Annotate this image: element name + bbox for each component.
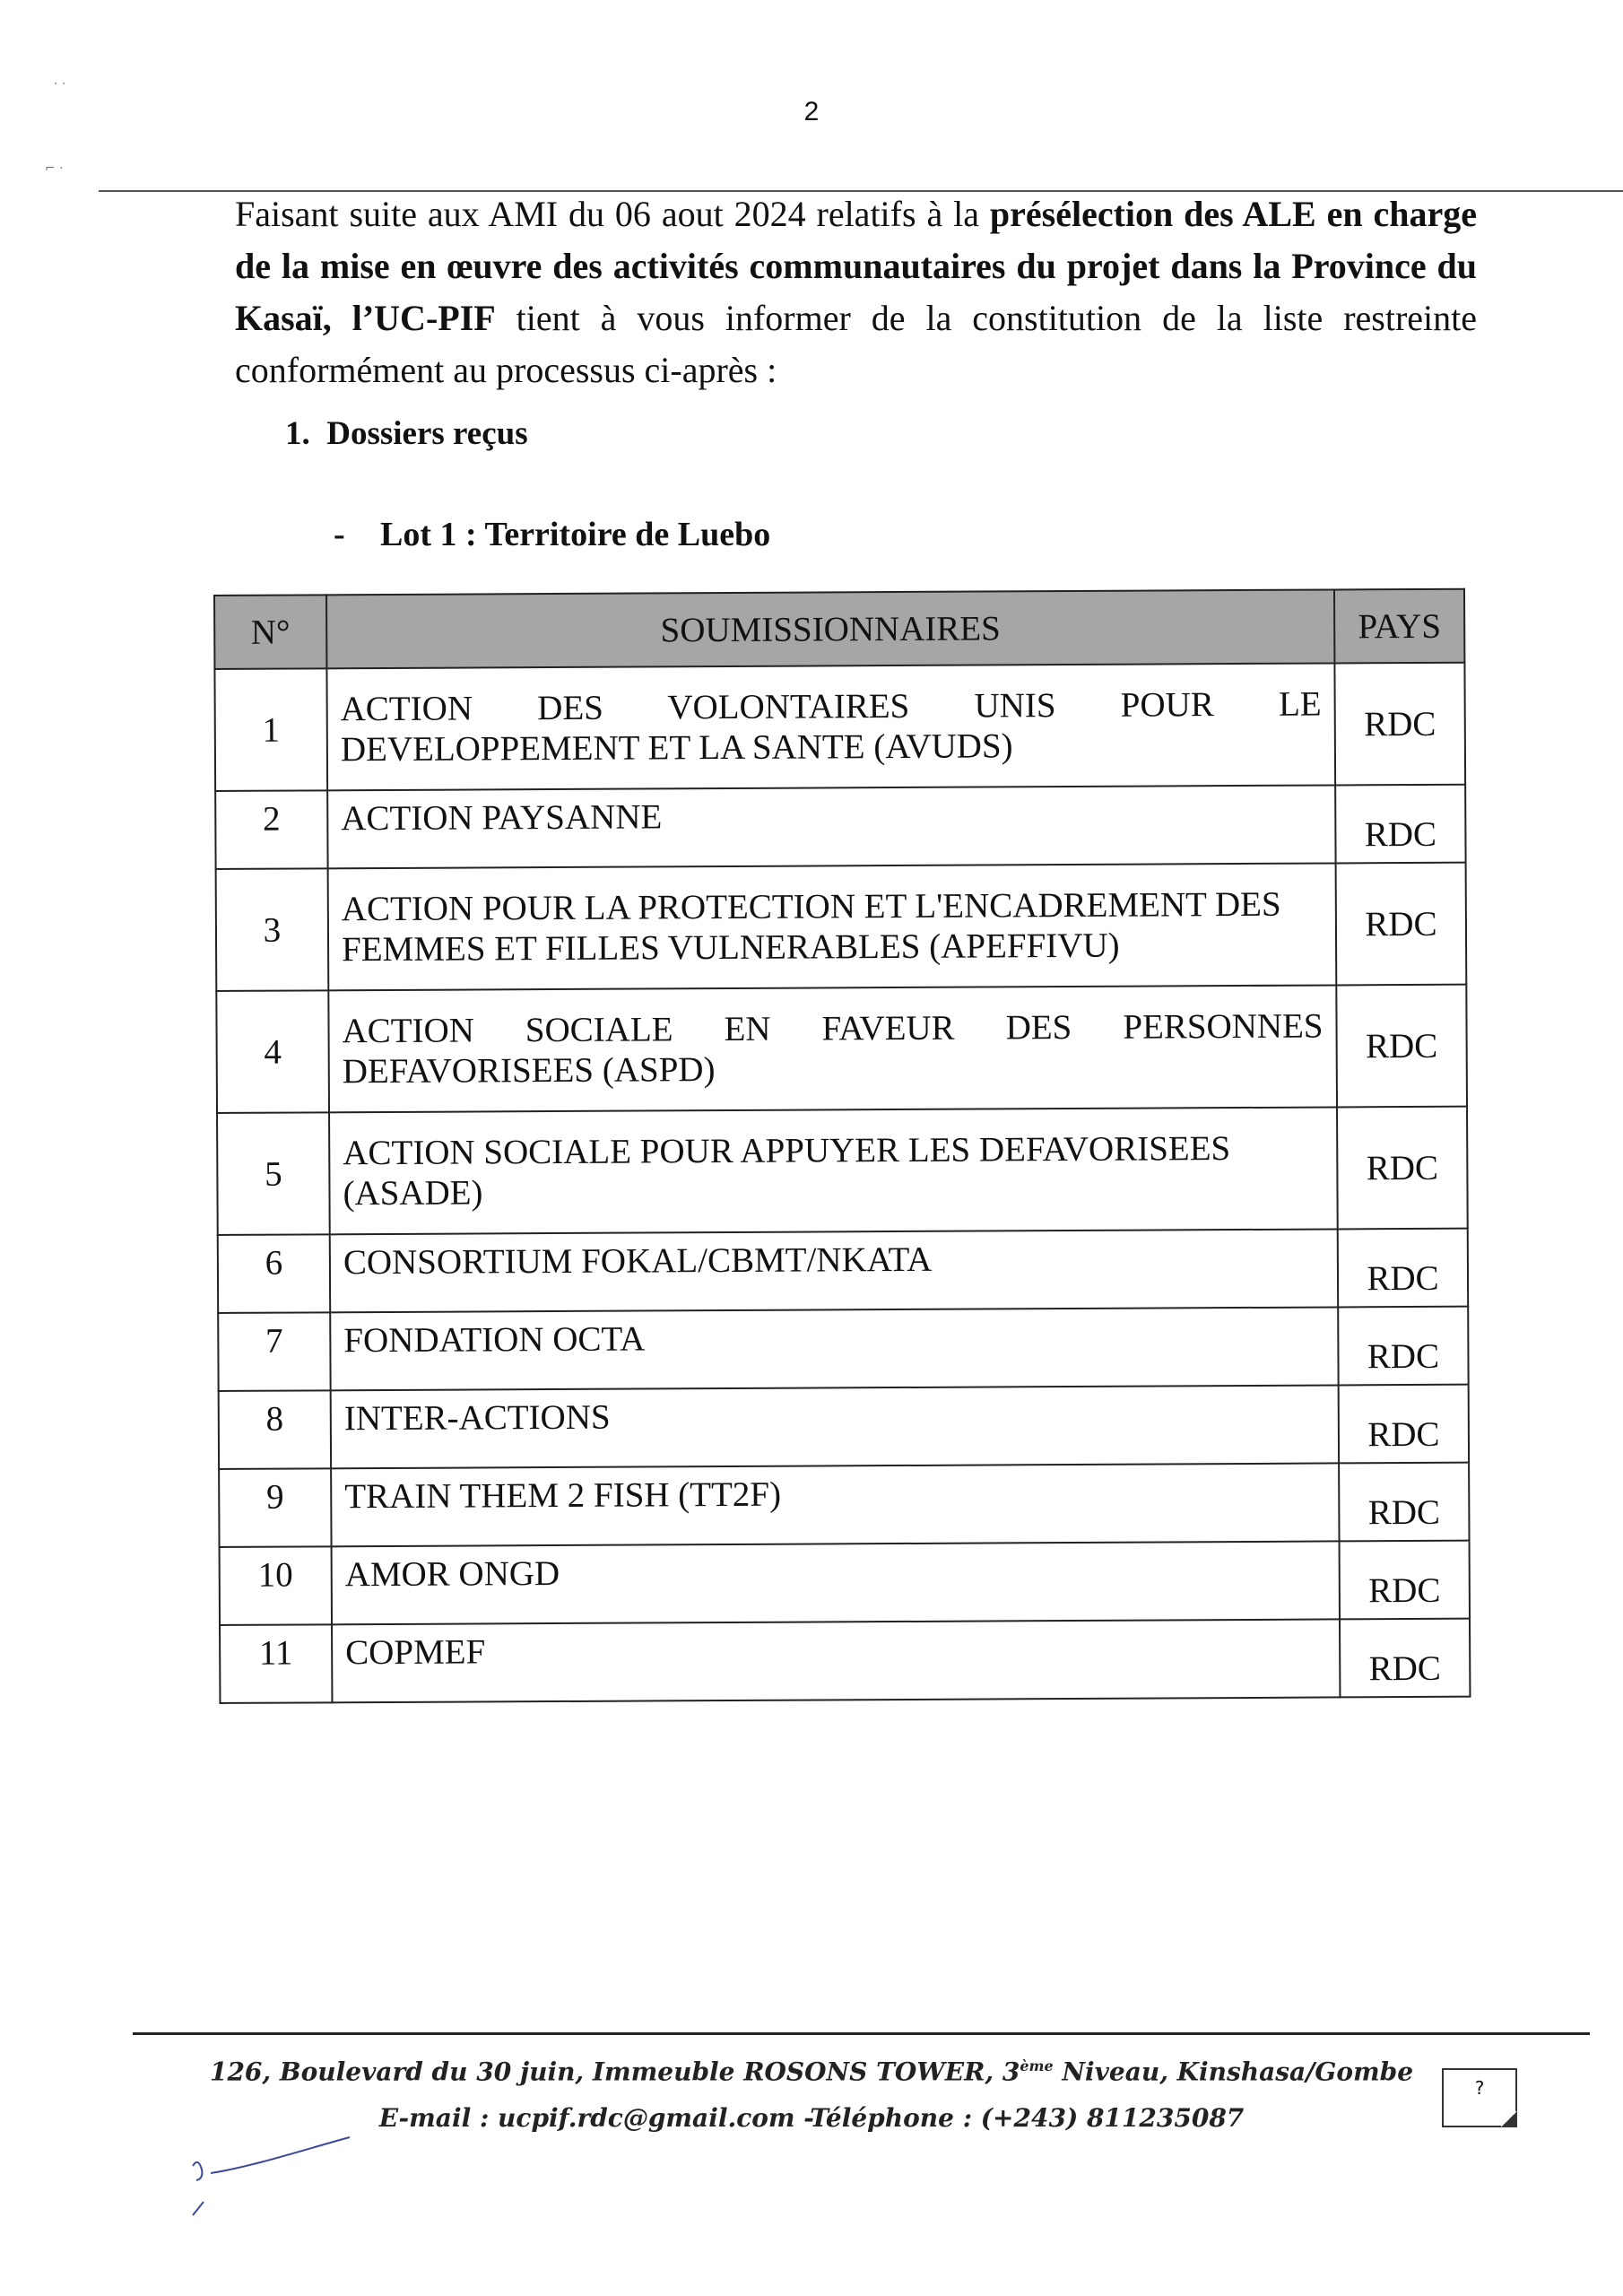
row-bidder-name: ACTION POUR LA PROTECTION ET L'ENCADREMENT DES FEMMES ET FILLES VULNERABLES (APEFFIVU) [328, 863, 1337, 990]
row-country: RDC [1339, 1463, 1469, 1542]
row-country: RDC [1340, 1619, 1470, 1698]
lot-heading [334, 515, 770, 554]
row-country: RDC [1339, 1385, 1469, 1464]
page-stamp [1442, 2068, 1517, 2127]
row-country: RDC [1338, 1229, 1468, 1308]
row-bidder-name: ACTION DES VOLONTAIRES UNIS POUR LE DEVELOPPEMENT ET LA SANTE (AVUDS) [326, 663, 1335, 790]
table-row [216, 985, 1467, 1113]
row-bidder-name: TRAIN THEM 2 FISH (TT2F) [331, 1463, 1339, 1546]
page-number: 2 [803, 97, 820, 126]
row-number: 8 [219, 1390, 331, 1469]
lot-bullet: - [334, 516, 345, 553]
row-country: RDC [1336, 863, 1467, 986]
page-stamp-text: ? [1474, 2077, 1485, 2099]
row-number: 4 [216, 990, 329, 1113]
row-number: 2 [215, 790, 327, 869]
footer-address-sup: ème [1020, 2057, 1054, 2074]
table-row [220, 1619, 1470, 1703]
row-country: RDC [1338, 1307, 1468, 1386]
intro-bold-text: présélection des ALE en charge de la mise en œuvre des activités communautaires du projet dans la Province du Kasaï, l’UC-PIF [235, 194, 1477, 338]
table-row [219, 1385, 1469, 1469]
row-bidder-name: CONSORTIUM FOKAL/CBMT/NKATA [330, 1229, 1338, 1312]
footer-address [0, 2043, 1623, 2095]
scan-corner-mark: · · [54, 77, 66, 91]
intro-paragraph [235, 188, 1477, 396]
row-number: 9 [219, 1468, 331, 1547]
lot-title: Lot 1 : Territoire de Luebo [380, 516, 771, 553]
row-bidder-name: ACTION SOCIALE EN FAVEUR DES PERSONNES DEFAVORISEES (ASPD) [328, 985, 1337, 1112]
row-bidder-name: ACTION SOCIALE POUR APPUYER LES DEFAVORISEES (ASADE) [329, 1107, 1338, 1234]
row-bidder-name: COPMEF [332, 1619, 1340, 1702]
footer-address-main: 126, Boulevard du 30 juin, Immeuble ROSONS TOWER, 3 [209, 2057, 1020, 2087]
header-country: PAYS [1334, 589, 1464, 664]
row-number: 7 [218, 1312, 330, 1391]
row-country: RDC [1335, 785, 1465, 864]
row-country: RDC [1337, 1107, 1468, 1230]
row-number: 3 [216, 868, 329, 991]
row-country: RDC [1340, 1541, 1470, 1620]
row-bidder-name: INTER-ACTIONS [331, 1385, 1339, 1468]
row-bidder-name: FONDATION OCTA [330, 1307, 1338, 1390]
footer-rule [133, 2032, 1590, 2035]
table-row [220, 1541, 1470, 1625]
row-number: 11 [220, 1624, 332, 1703]
section-title: Dossiers reçus [326, 415, 528, 452]
row-bidder-name: AMOR ONGD [332, 1541, 1340, 1624]
table-row [218, 1229, 1468, 1313]
table-row [218, 1307, 1468, 1391]
intro-text-2: tient à vous informer de la constitution de la liste restreinte conformément au processus ci-après : [235, 298, 1477, 390]
footer-address-end: Niveau, Kinshasa/Gombe [1053, 2057, 1414, 2087]
table-header-row [214, 589, 1464, 669]
bidders-table [213, 588, 1471, 1704]
section-heading [285, 414, 528, 453]
table-row [217, 1107, 1468, 1235]
table-row [219, 1463, 1469, 1547]
row-number: 1 [214, 668, 327, 791]
footer [0, 2043, 1623, 2142]
header-number: N° [214, 595, 326, 669]
table-row [216, 863, 1467, 991]
row-country: RDC [1336, 985, 1467, 1108]
row-number: 10 [220, 1546, 332, 1625]
intro-text-1: Faisant suite aux AMI du 06 aout 2024 relatifs à la [235, 194, 990, 234]
table-row [215, 785, 1465, 869]
header-bidders: SOUMISSIONNAIRES [326, 589, 1334, 668]
footer-contact: E-mail : ucpif.rdc@gmail.com -Téléphone : (+243) 811235087 [378, 2103, 1245, 2134]
section-number: 1. [285, 415, 310, 452]
table-row [214, 663, 1465, 791]
row-number: 5 [217, 1112, 330, 1235]
row-country: RDC [1334, 663, 1465, 786]
row-number: 6 [218, 1234, 330, 1313]
signature-icon [184, 2130, 363, 2256]
row-bidder-name: ACTION PAYSANNE [327, 785, 1335, 868]
scan-corner-mark: ⌐ · [45, 161, 64, 176]
